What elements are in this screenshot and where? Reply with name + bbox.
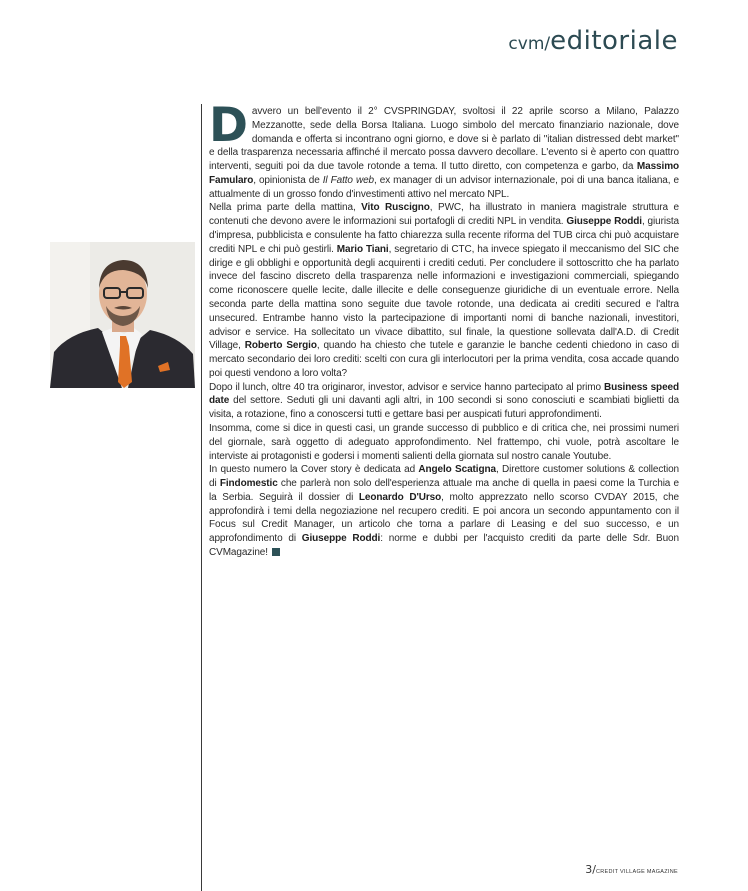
paragraph-summary: Insomma, come si dice in questi casi, un grande successo di pubblico e di critica che, nei prossimi numeri del giornale, sarà oggetto di adeguato approfondimento. Nel frattempo, chi vuole, potrà ascoltare le interviste ai protagonisti e godersi i momenti salienti della giornata sul nostro canale Youtube. — [209, 422, 679, 462]
name-bold: Giuseppe Roddi — [566, 216, 642, 228]
brand-label: cvm — [508, 34, 545, 54]
paragraph-intro: Davvero un bell'evento il 2° CVSPRINGDAY, svoltosi il 22 aprile scorso a Milano, Palazzo Mezzanotte, sede della Borsa Italiana. Luogo simbolo del mercato finanziario nazionale, dove domanda e offerta si incontrano ogni giorno, e dove si è parlato di "italian distressed debt market" e della trasparenza necessaria affinché il mercato possa davvero decollare. L'evento si è aperto con quattro interventi, seguiti poi da due tavole rotonde a tema. Il tutto diretto, con competenza e garbo, da Massimo Famularo, opinionista de Il Fatto web, ex manager di un advisor internazionale, poi di una banca italiana, e attualmente di un grosso fondo d'investimenti attivo nel mercato NPL. — [209, 98, 679, 200]
end-square-icon — [272, 548, 280, 556]
magazine-name: CREDIT VILLAGE MAGAZINE — [596, 869, 678, 875]
editorial-article — [209, 98, 680, 560]
paragraph-speed-date: Dopo il lunch, oltre 40 tra originaror, investor, advisor e service hanno partecipato al primo Business speed date del settore. Seduti gli uni davanti agli altri, in 100 secondi si sono conosciuti e scambiati biglietti da visita, a rotazione, fino a conoscersi tutti e gettare basi per auspicati futuri approfondimenti. — [209, 381, 679, 421]
column-divider — [201, 104, 202, 891]
name-bold: Leonardo D'Urso — [358, 491, 442, 503]
name-bold: Angelo Scatigna — [418, 464, 496, 476]
page-number: 3/ — [585, 863, 597, 876]
drop-cap: D — [209, 98, 248, 153]
name-bold: Mario Tiani — [336, 243, 389, 255]
author-photo — [50, 242, 195, 388]
name-bold: Roberto Sergio — [244, 340, 317, 352]
section-title: editoriale — [550, 26, 678, 56]
name-bold: Giuseppe Roddi — [301, 533, 381, 545]
name-bold: Vito Ruscigno — [361, 202, 430, 214]
publication-italic: Il Fatto web — [322, 174, 374, 186]
paragraph-speakers: Nella prima parte della mattina, Vito Ruscigno, PWC, ha illustrato in maniera magistrale struttura e contenuti che devono avere le informazioni sui portafogli di crediti NPL in vendita. Giuseppe Roddi, giurista d'impresa, pubblicista e consulente ha fatto chiarezza sulla recente riforma del TUB circa chi può acquistare crediti NPL e chi può gestirli. Mario Tiani, segretario di CTC, ha invece spiegato il meccanismo del SIC che dirige e gli obblighi e opportunità degli acquirenti i crediti ceduti. Per concludere il sottoscritto che ha parlato invece del fascino discreto della trasparenza nelle informazioni e investigazioni commerciali, spiegando come riconoscere quelle lecite, dalle illecite e delle conseguenze giuridiche di un eventuale errore. Nella seconda parte della mattina sono seguite due tavole rotonde, una dedicata ai crediti secured e l'altra unsecured. Entrambe hanno visto la partecipazione di importanti nomi di banche nazionali, investitori, advisor e service. Ha sollecitato un vivace dibattito, sul finale, la questione sollevata dall'A.D. di Credit Village, Roberto Sergio, quando ha chiesto che tutele e garanzie le banche cedenti chiedono in caso di mercato secondario dei loro crediti: scelti con cura gli interlocutori per la prima vendita, cosa accade quando poi questi vendono a loro volta? — [209, 202, 680, 379]
name-bold: Massimo Famularo — [209, 161, 679, 186]
page-footer — [585, 860, 678, 878]
page-header — [508, 26, 678, 56]
company-bold: Findomestic — [219, 478, 278, 490]
header-slash: / — [544, 34, 551, 54]
event-bold: Business speed date — [209, 381, 679, 407]
paragraph-issue-contents: In questo numero la Cover story è dedicata ad Angelo Scatigna, Direttore customer solutions & collection di Findomestic che parlerà non solo dell'esperienza attuale ma anche di quella in paesi come la Turchia e la Serbia. Seguirà il dossier di Leonardo D'Urso, molto apprezzato nello scorso CVDAY 2015, che approfondirà i temi della negoziazione nel recupero crediti. E poi ancora un secondo appuntamento con il Focus sul Credit Manager, un articolo che torna a parlare di Leasing e del suo successo, e un approfondimento di Giuseppe Roddi: norme e dubbi per l'acquisto crediti da parte delle Sdr. Buon CVMagazine! — [209, 464, 679, 558]
